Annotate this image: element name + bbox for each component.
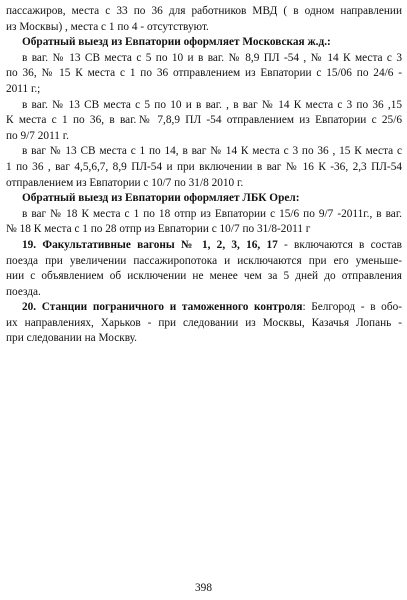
paragraph bbox=[6, 98, 402, 145]
paragraph bbox=[6, 51, 402, 98]
text-line: при следовании на Москву. bbox=[6, 332, 138, 345]
text-line: их направлениях, Харьков - при следовании из Москвы, Казачья Лопань - bbox=[6, 316, 402, 329]
item-text: - включаются в состав bbox=[277, 238, 402, 251]
text-line: 2011 г.; bbox=[6, 82, 41, 95]
document-page bbox=[6, 4, 402, 347]
heading-text: Обратный выезд из Евпатории оформляет ЛБК Орел: bbox=[22, 192, 300, 205]
text-line: пассажиров, места с 33 по 36 для работников МВД ( в одном направлении bbox=[6, 5, 402, 17]
text-line: № 18 К места с 1 по 28 отпр из Евпатории с 10/7 по 31/8-2011 г bbox=[6, 223, 311, 236]
item-lead: 19. Факультативные вагоны № 1, 2, 3, 16, 17 bbox=[22, 238, 278, 251]
text-line: отправлением из Евпатории с 10/7 по 31/8 2010 г. bbox=[6, 176, 244, 189]
section-heading bbox=[6, 191, 402, 207]
numbered-paragraph bbox=[6, 300, 402, 347]
heading-text: Обратный выезд из Евпатории оформляет Московская ж.д.: bbox=[22, 36, 331, 49]
section-heading bbox=[6, 35, 402, 51]
item-lead: 20. Станции пограничного и таможенного контроля bbox=[22, 301, 303, 314]
paragraph bbox=[6, 4, 402, 35]
text-line: поезда при увеличении пассажиропотока и исключаются при его уменьше- bbox=[6, 254, 402, 267]
text-line: в ваг. № 13 СВ места с 5 по 10 и в ваг. , в ваг № 14 К места с 3 по 36 ,15 bbox=[22, 98, 402, 111]
text-line: К места с 1 по 36, в ваг.№ 7,8,9 ПЛ -54 отправлением из Евпатории с 25/6 bbox=[6, 114, 402, 127]
text-line: в ваг № 13 СВ места с 1 по 14, в ваг № 14 К места с 3 по 36 , 15 К места с bbox=[22, 145, 402, 158]
text-line: по 36, № 15 К места с 1 по 36 отправлением из Евпатории с 15/06 по 24/6 - bbox=[6, 67, 402, 80]
item-text: : Белгород - в обо- bbox=[302, 301, 402, 314]
paragraph bbox=[6, 144, 402, 191]
text-line: нии с объявлением об исключении не менее чем за 5 дней до отправления bbox=[6, 270, 402, 283]
paragraph bbox=[6, 207, 402, 238]
text-line: по 9/7 2011 г. bbox=[6, 129, 69, 142]
text-line: в ваг № 18 К места с 1 по 18 отпр из Евпатории с 15/6 по 9/7 -2011г., в ваг. bbox=[22, 207, 402, 220]
text-line: из Москвы) , места с 1 по 4 - отсутствуют. bbox=[6, 20, 209, 33]
text-line bbox=[6, 238, 402, 254]
text-line bbox=[6, 300, 402, 316]
page-number: 398 bbox=[195, 582, 212, 594]
text-line: 1 по 36 , ваг 4,5,6,7, 8,9 ПЛ-54 и при включении в ваг № 16 К -36, 2,3 ПЛ-54 bbox=[6, 160, 402, 173]
numbered-paragraph bbox=[6, 238, 402, 300]
text-line: в ваг. № 13 СВ места с 5 по 10 и в ваг. № 8,9 ПЛ -54 , № 14 К места с 3 bbox=[22, 51, 402, 64]
text-line: поезда. bbox=[6, 285, 41, 298]
